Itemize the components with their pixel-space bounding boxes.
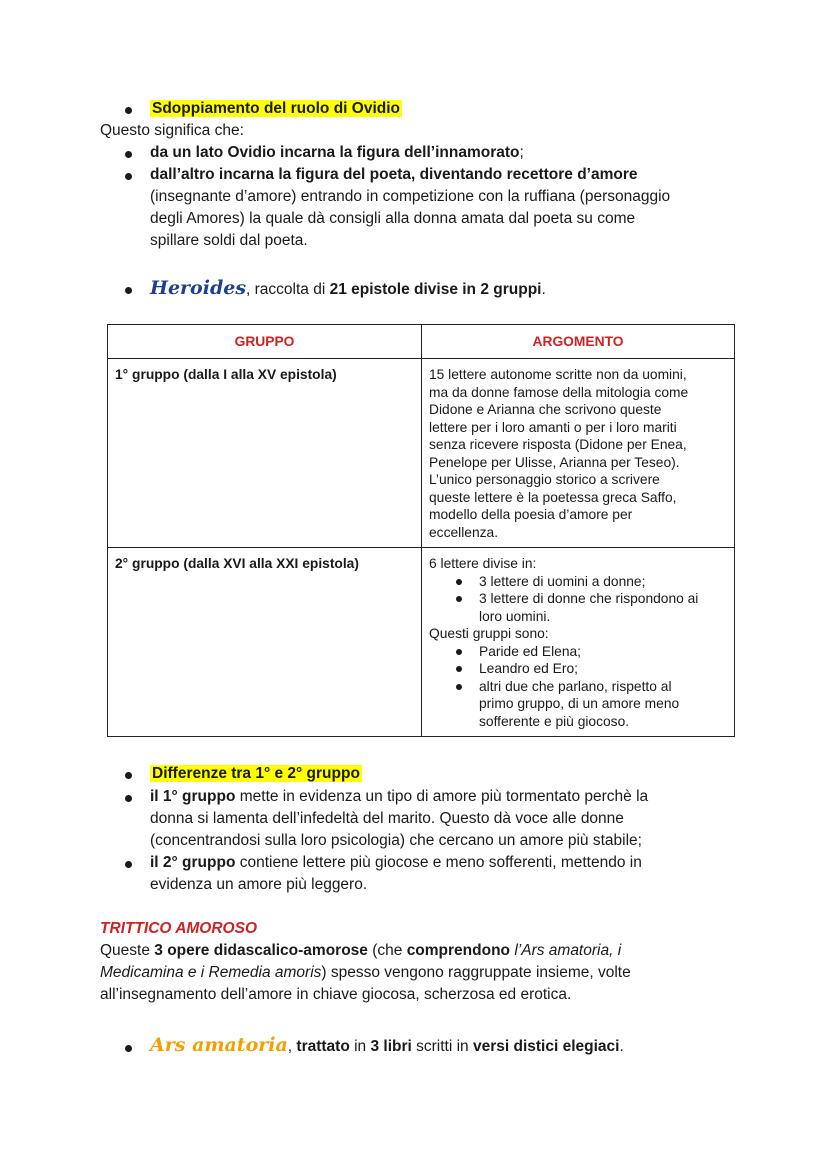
intro-text: Questo significa che: (100, 122, 244, 139)
list-item-continuation: (insegnante d’amore) entrando in competizione con la ruffiana (personaggio (150, 188, 671, 205)
list-item: Leandro ed Ero; (429, 660, 727, 678)
table-cell-group: 2° gruppo (dalla XVI alla XXI epistola) (115, 556, 359, 571)
list-item-continuation: evidenza un amore più leggero. (150, 876, 368, 893)
list-item: 3 lettere di donne che rispondono ai loro uomini. (429, 590, 727, 625)
table-header: ARGOMENTO (422, 325, 735, 359)
list-item: 3 lettere di uomini a donne; (429, 573, 727, 591)
list-item-continuation: donna si lamenta dell’infedeltà del marito. Questo dà voce alle donne (150, 810, 624, 827)
table-cell-argomento: 6 lettere divise in: 3 lettere di uomini a donne; 3 lettere di donne che rispondono ai loro uomini. Questi gruppi sono: Paride ed Elena; Leandro ed Ero; altri due che parlano, rispetto al primo gruppo, di un amore meno sofferente e più giocoso. (422, 548, 734, 736)
list-item: dall’altro incarna la figura del poeta, diventando recettore d’amore (150, 166, 638, 183)
heroides-line: Heroides, raccolta di 21 epistole divise in 2 gruppi. (150, 277, 546, 299)
section-heading-differenze: Differenze tra 1° e 2° gruppo (152, 765, 360, 782)
table-cell-argomento: 15 lettere autonome scritte non da uomini, ma da donne famose della mitologia come Didone e Arianna che scrivono queste lettere per i loro amanti o per i loro mariti senza ricevere risposta (Didone per Enea, Penelope per Ulisse, Arianna per Teseo). L’unico personaggio storico a scrivere queste lettere è la poetessa greca Saffo, modello della poesia d’amore per eccellenza. (429, 367, 689, 540)
list-item: il 1° gruppo mette in evidenza un tipo di amore più tormentato perchè la (150, 788, 649, 805)
list-item: Paride ed Elena; (429, 643, 727, 661)
list-item-continuation: degli Amores) la quale dà consigli alla donna amata dal poeta su come (150, 210, 636, 227)
heroides-title: Heroides (150, 277, 247, 299)
list-item: altri due che parlano, rispetto al primo gruppo, di un amore meno sofferente e più giocoso. (429, 678, 727, 731)
paragraph-line: Medicamina e i Remedia amoris) spesso vengono raggruppate insieme, volte (100, 964, 631, 981)
paragraph-line: all’insegnamento dell’amore in chiave giocosa, scherzosa ed erotica. (100, 986, 572, 1003)
list-item-continuation: spillare soldi dal poeta. (150, 232, 308, 249)
table-row (108, 359, 735, 548)
ars-line: Ars amatoria, trattato in 3 libri scritti in versi distici elegiaci. (150, 1034, 624, 1056)
table-cell-group: 1° gruppo (dalla I alla XV epistola) (115, 367, 337, 382)
table-header: GRUPPO (108, 325, 422, 359)
list-item: il 2° gruppo contiene lettere più giocose e meno sofferenti, mettendo in (150, 854, 642, 871)
ars-title: Ars amatoria (150, 1034, 288, 1056)
list-item: da un lato Ovidio incarna la figura dell’innamorato; (150, 144, 524, 161)
table-row (108, 548, 735, 737)
paragraph-line: Queste 3 opere didascalico-amorose (che comprendono l’Ars amatoria, i (100, 942, 622, 959)
epistole-table (107, 324, 735, 737)
section-heading-sdoppiamento: Sdoppiamento del ruolo di Ovidio (152, 100, 400, 117)
section-title-trittico: TRITTICO AMOROSO (100, 920, 257, 937)
list-item-continuation: (concentrandosi sulla loro psicologia) che cercano un amore più stabile; (150, 832, 642, 849)
